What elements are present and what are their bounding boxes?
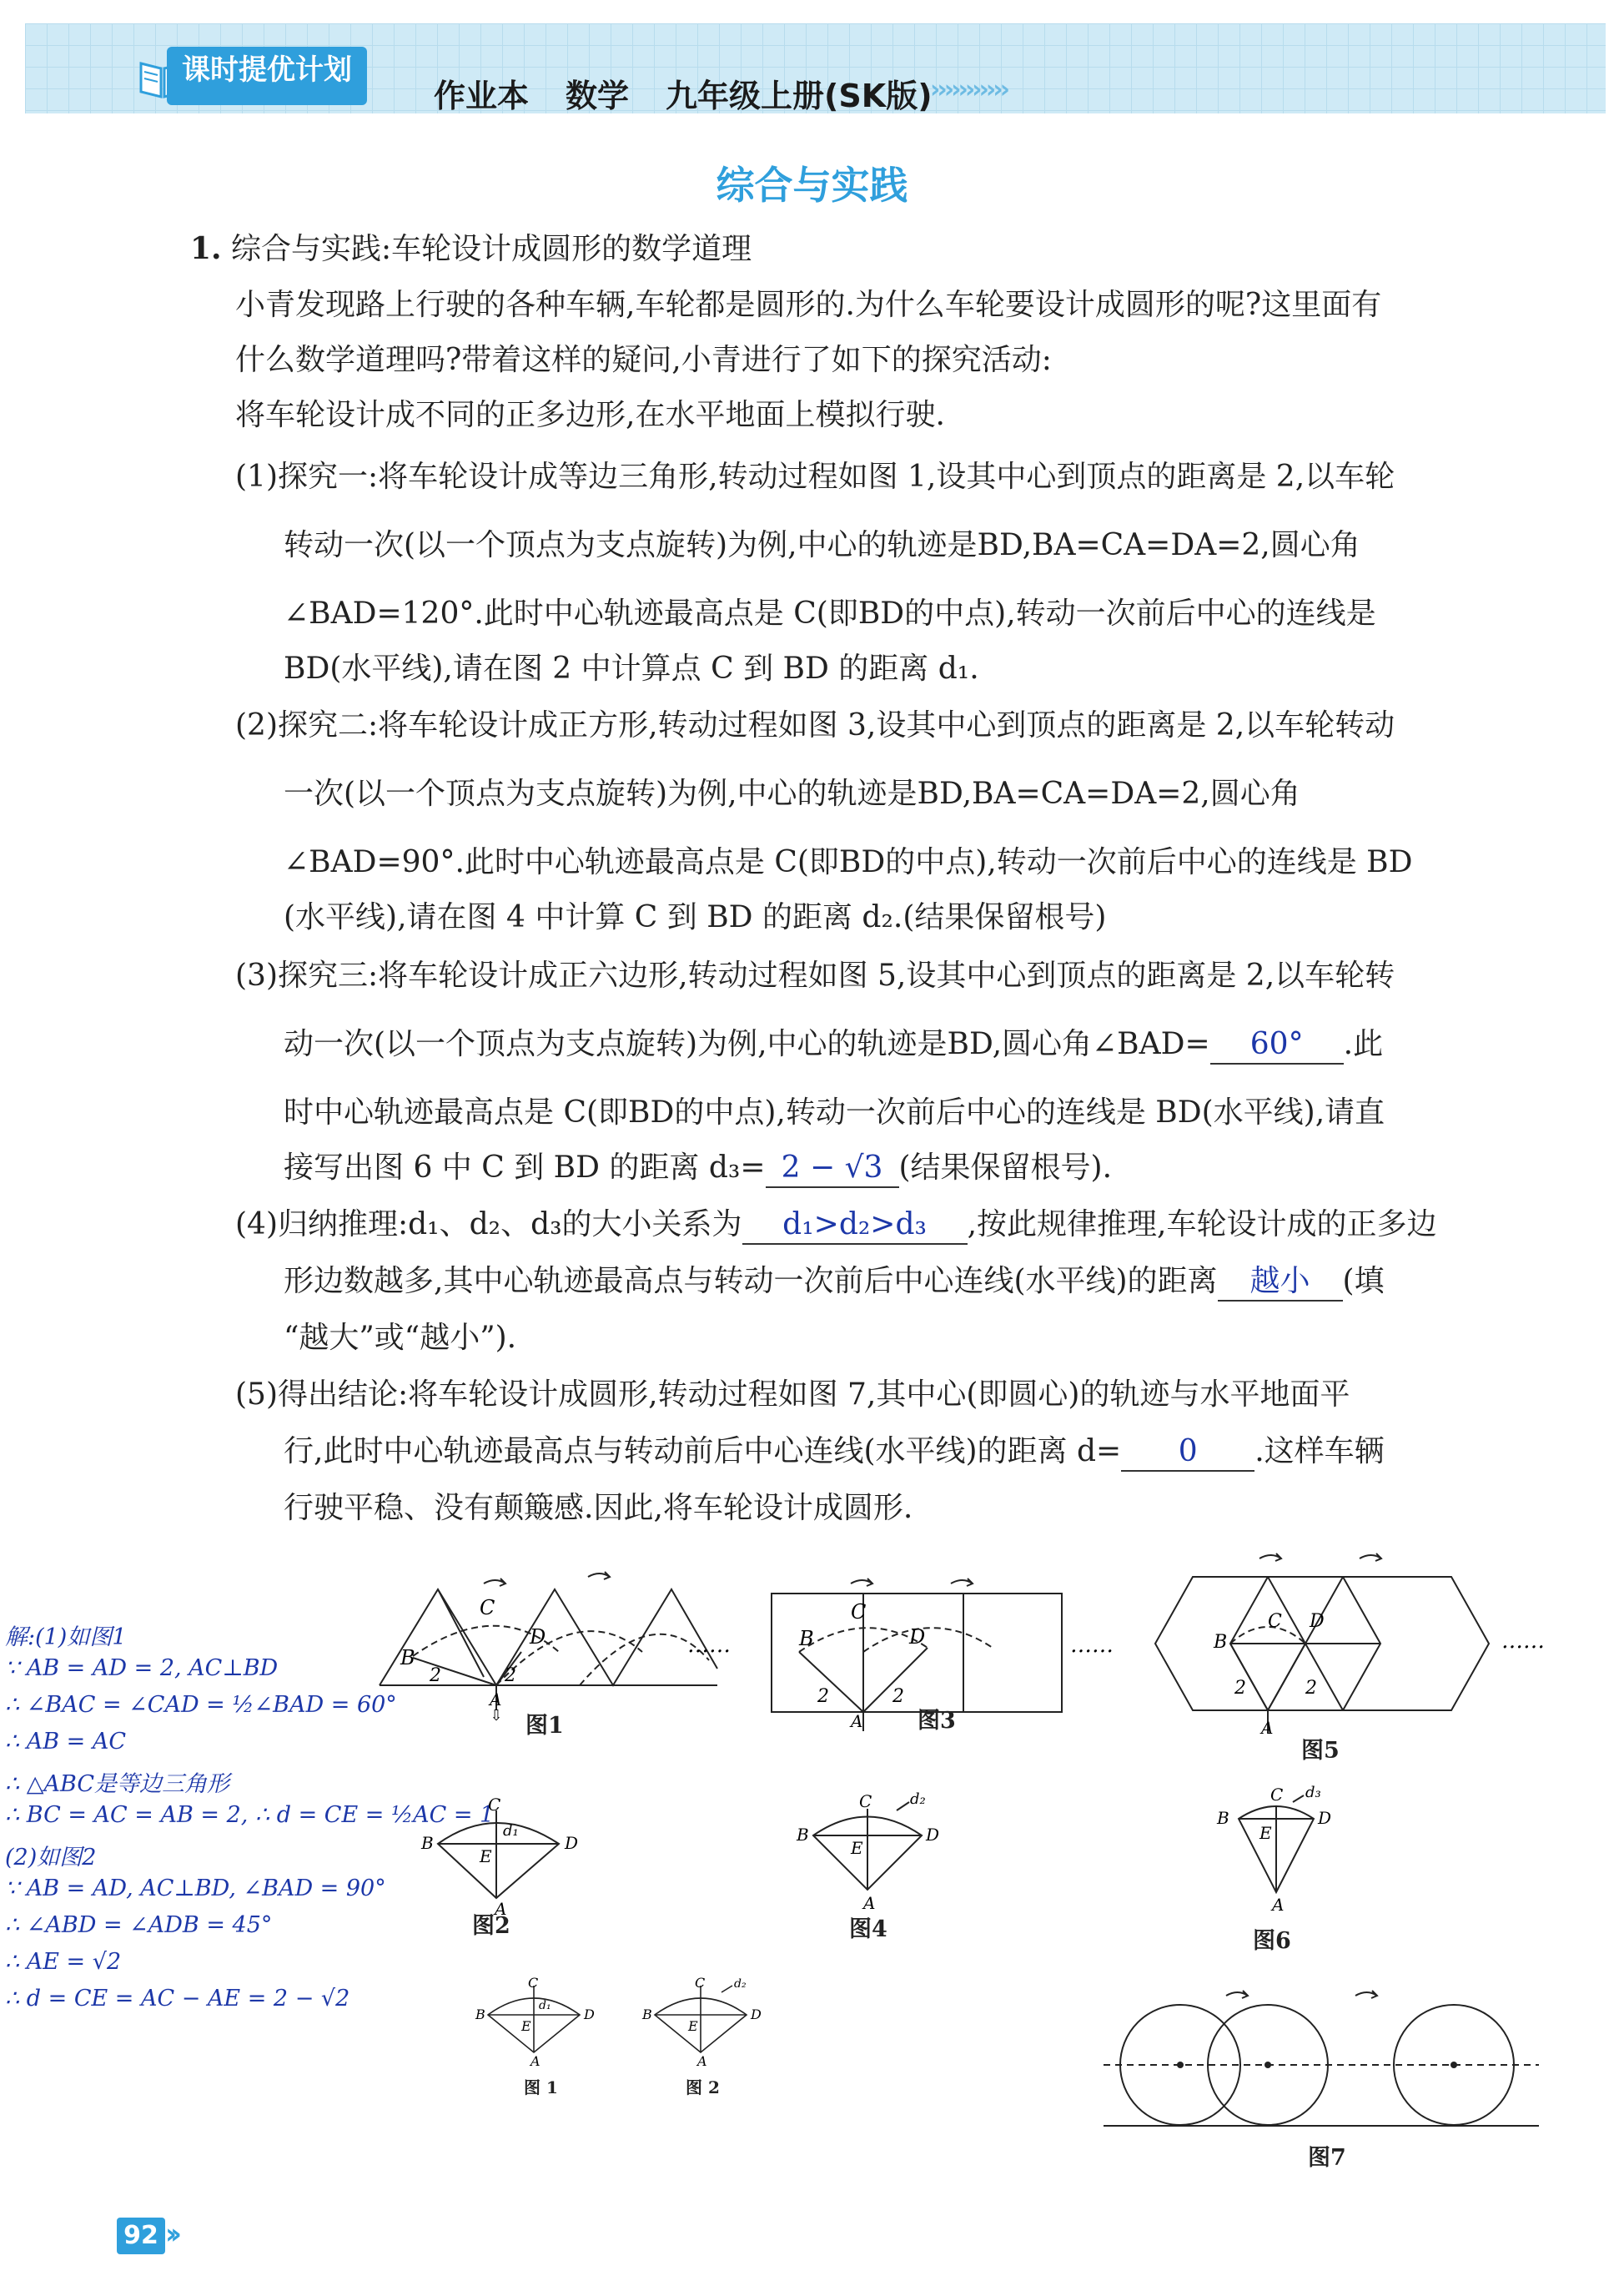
solution-fig2-caption: 图 2 bbox=[686, 2077, 720, 2097]
problem-number: 1. bbox=[190, 231, 222, 266]
part1-line-1: (1)探究一:将车轮设计成等边三角形,转动过程如图 1,设其中心到顶点的距离是 2,以车轮 bbox=[235, 460, 1395, 494]
fig2-label-d: D bbox=[565, 1833, 579, 1853]
fig6-label-d: D bbox=[1318, 1808, 1332, 1828]
fig6-caption: 图6 bbox=[1253, 1928, 1291, 1954]
grade: 九年级上册(SK版) bbox=[666, 78, 933, 114]
fig2-label-d1: d₁ bbox=[503, 1822, 519, 1840]
fig6-label-d3: d₃ bbox=[1305, 1784, 1321, 1801]
fig6-label-e: E bbox=[1259, 1823, 1272, 1843]
figure-7 bbox=[1097, 1977, 1547, 2144]
problem-heading-text: 综合与实践:车轮设计成圆形的数学道理 bbox=[231, 232, 752, 266]
fig1-label-b: B bbox=[400, 1646, 415, 1669]
fig1-label-two-b: 2 bbox=[505, 1665, 516, 1686]
intro-line-1: 小青发现路上行驶的各种车辆,车轮都是圆形的.为什么车轮要设计成圆形的呢?这里面有 bbox=[235, 288, 1382, 322]
fig4-label-d2: d₂ bbox=[910, 1790, 926, 1808]
page-chevron-icon: ›› bbox=[165, 2218, 176, 2251]
part2-line-2: 一次(以一个顶点为支点旋转)为例,中心的轨迹是BD,BA=CA=DA=2,圆心角 bbox=[284, 777, 1300, 811]
sfig1-label-d1: d₁ bbox=[539, 1999, 551, 2012]
fig2-label-e: E bbox=[480, 1846, 492, 1866]
fig1-caption: 图1 bbox=[525, 1713, 564, 1739]
part4-line-3: “越大”或“越小”). bbox=[284, 1321, 517, 1355]
sfig2-label-d: D bbox=[751, 2006, 762, 2022]
part4-line-2 bbox=[284, 1263, 1385, 1302]
fig2-label-b: B bbox=[421, 1833, 434, 1853]
subject: 数学 bbox=[566, 78, 630, 114]
fig5-label-a: A bbox=[1261, 1718, 1274, 1738]
fig7-caption: 图7 bbox=[1308, 2145, 1346, 2171]
part4-text-end: ,按此规律推理,车轮设计成的正多边 bbox=[967, 1207, 1437, 1241]
sfig2-label-c: C bbox=[695, 1975, 706, 1991]
part3-line-2 bbox=[284, 1026, 1383, 1065]
fig4-label-c: C bbox=[859, 1791, 872, 1811]
part5-text: 行,此时中心轨迹最高点与转动前后中心连线(水平线)的距离 d= bbox=[284, 1434, 1122, 1468]
part2-line-1: (2)探究二:将车轮设计成正方形,转动过程如图 3,设其中心到顶点的距离是 2,以车轮转动 bbox=[235, 708, 1395, 743]
solution-fig1-caption: 图 1 bbox=[524, 2077, 558, 2097]
part5-text-end: .这样车辆 bbox=[1254, 1434, 1385, 1468]
fig3-label-two-b: 2 bbox=[892, 1686, 904, 1707]
fig1-label-a: A bbox=[490, 1689, 502, 1709]
page-number: 92 bbox=[117, 2218, 165, 2254]
part1-line-2: 转动一次(以一个顶点为支点旋转)为例,中心的轨迹是BD,BA=CA=DA=2,圆心角 bbox=[284, 528, 1360, 562]
sfig2-label-b: B bbox=[642, 2006, 652, 2022]
solution-line-11: ∴ d = CE = AC − AE = 2 − √2 bbox=[5, 1986, 350, 2012]
solution-figure-1 bbox=[475, 1977, 609, 2069]
brand-label: 课时提优计划 bbox=[167, 47, 367, 105]
solution-line-7: (2)如图2 bbox=[5, 1845, 97, 1871]
solution-figure-2 bbox=[642, 1977, 776, 2069]
answer-trend: 越小 bbox=[1218, 1263, 1343, 1302]
sfig1-label-a: A bbox=[530, 2053, 540, 2069]
intro-line-2: 什么数学道理吗?带着这样的疑问,小青进行了如下的探究活动: bbox=[235, 343, 1052, 377]
page-title: 综合与实践 bbox=[716, 163, 908, 208]
fig2-label-c: C bbox=[488, 1795, 501, 1815]
part3-text-end: .此 bbox=[1343, 1027, 1384, 1061]
sfig2-label-e: E bbox=[688, 2018, 698, 2034]
solution-line-3: ∴ ∠BAC = ∠CAD = ½∠BAD = 60° bbox=[5, 1692, 397, 1718]
fig4-label-e: E bbox=[851, 1838, 863, 1858]
part3-line-1: (3)探究三:将车轮设计成正六边形,转动过程如图 5,设其中心到顶点的距离是 2,以车轮转 bbox=[235, 959, 1395, 993]
part3-text: 动一次(以一个顶点为支点旋转)为例,中心的轨迹是BD,圆心角∠BAD= bbox=[284, 1027, 1210, 1061]
fig3-label-d: D bbox=[909, 1625, 926, 1649]
part1-line-3: ∠BAD=120°.此时中心轨迹最高点是 C(即BD的中点),转动一次前后中心的连线是 bbox=[284, 597, 1376, 631]
part3-text-d3-end: (结果保留根号). bbox=[898, 1151, 1113, 1185]
answer-d: 0 bbox=[1121, 1433, 1254, 1472]
fig3-label-a: A bbox=[851, 1711, 863, 1731]
solution-line-6: ∴ BC = AC = AB = 2, ∴ d = CE = ½AC = 1 bbox=[5, 1802, 495, 1828]
part3-text-d3: 接写出图 6 中 C 到 BD 的距离 d₃= bbox=[284, 1151, 766, 1185]
answer-angle: 60° bbox=[1210, 1026, 1344, 1065]
fig5-label-d: D bbox=[1310, 1611, 1325, 1632]
sfig2-label-d2: d₂ bbox=[734, 1977, 747, 1991]
fig5-label-c: C bbox=[1268, 1611, 1282, 1632]
fig2-label-a: A bbox=[495, 1899, 507, 1919]
sfig1-label-e: E bbox=[521, 2018, 531, 2034]
problem-heading bbox=[190, 230, 752, 268]
fig1-label-d: D bbox=[530, 1625, 546, 1649]
fig1-label-two: 2 bbox=[430, 1665, 441, 1686]
part3-line-3: 时中心轨迹最高点是 C(即BD的中点),转动一次前后中心的连线是 BD(水平线),请直 bbox=[284, 1095, 1385, 1130]
solution-line-4: ∴ AB = AC bbox=[5, 1729, 127, 1755]
part3-line-4 bbox=[284, 1150, 1112, 1188]
fig5-label-two-b: 2 bbox=[1305, 1678, 1317, 1699]
solution-line-8: ∵ AB = AD, AC⊥BD, ∠BAD = 90° bbox=[5, 1876, 386, 1901]
fig5-caption: 图5 bbox=[1301, 1738, 1340, 1764]
intro-line-3: 将车轮设计成不同的正多边形,在水平地面上模拟行驶. bbox=[235, 398, 945, 432]
part2-line-4: (水平线),请在图 4 中计算 C 到 BD 的距离 d₂.(结果保留根号) bbox=[284, 900, 1107, 934]
figure-4 bbox=[797, 1785, 963, 1919]
part4-text-2: 形边数越多,其中心轨迹最高点与转动一次前后中心连线(水平线)的距离 bbox=[284, 1264, 1218, 1298]
part5-line-3: 行驶平稳、没有颠簸感.因此,将车轮设计成圆形. bbox=[284, 1491, 913, 1525]
header-info bbox=[434, 70, 969, 116]
fig4-label-d: D bbox=[926, 1825, 940, 1845]
part4-line-1 bbox=[235, 1206, 1436, 1245]
fig6-label-a: A bbox=[1272, 1895, 1285, 1915]
solution-line-5: ∴ △ABC是等边三角形 bbox=[5, 1771, 230, 1797]
fig3-label-two: 2 bbox=[817, 1686, 829, 1707]
sfig2-label-a: A bbox=[697, 2053, 707, 2069]
sfig1-label-b: B bbox=[475, 2006, 485, 2022]
figure-2 bbox=[421, 1794, 588, 1919]
fig3-dots: …… bbox=[1070, 1633, 1114, 1658]
sfig1-label-c: C bbox=[528, 1975, 539, 1991]
fig3-label-c: C bbox=[851, 1600, 867, 1624]
answer-relation: d₁>d₂>d₃ bbox=[742, 1206, 968, 1245]
fig3-label-b: B bbox=[799, 1627, 814, 1650]
part2-line-3: ∠BAD=90°.此时中心轨迹最高点是 C(即BD的中点),转动一次前后中心的连线是 BD bbox=[284, 845, 1413, 879]
part5-line-2 bbox=[284, 1433, 1385, 1472]
solution-line-10: ∴ AE = √2 bbox=[5, 1949, 122, 1975]
figure-6 bbox=[1214, 1777, 1380, 1919]
fig1-arrow: ⇩ bbox=[490, 1707, 503, 1725]
header-chevrons: ››››››››››› bbox=[930, 75, 1007, 104]
book-type: 作业本 bbox=[434, 78, 530, 114]
fig3-caption: 图3 bbox=[918, 1708, 956, 1734]
fig1-label-c: C bbox=[480, 1596, 495, 1619]
fig5-label-b: B bbox=[1214, 1632, 1228, 1653]
part4-text: (4)归纳推理:d₁、d₂、d₃的大小关系为 bbox=[235, 1207, 742, 1241]
fig2-caption: 图2 bbox=[472, 1913, 510, 1939]
fig5-dots: …… bbox=[1501, 1629, 1545, 1654]
fig5-label-two: 2 bbox=[1234, 1678, 1246, 1699]
solution-line-9: ∴ ∠ABD = ∠ADB = 45° bbox=[5, 1912, 273, 1938]
answer-d3: 2 − √3 bbox=[766, 1150, 899, 1188]
fig6-label-c: C bbox=[1270, 1785, 1284, 1805]
figure-5 bbox=[1151, 1543, 1585, 1760]
fig1-dots: …… bbox=[687, 1633, 731, 1658]
part4-text-2-end: (填 bbox=[1342, 1264, 1385, 1298]
fig4-caption: 图4 bbox=[849, 1916, 887, 1942]
fig6-label-b: B bbox=[1217, 1808, 1229, 1828]
part5-line-1: (5)得出结论:将车轮设计成圆形,转动过程如图 7,其中心(即圆心)的轨迹与水平地面平 bbox=[235, 1377, 1350, 1412]
sfig1-label-d: D bbox=[584, 2006, 595, 2022]
solution-line-1: 解:(1)如图1 bbox=[5, 1624, 127, 1650]
solution-line-2: ∵ AB = AD = 2, AC⊥BD bbox=[5, 1655, 279, 1681]
part1-line-4: BD(水平线),请在图 2 中计算点 C 到 BD 的距离 d₁. bbox=[284, 652, 979, 686]
fig4-label-a: A bbox=[863, 1893, 876, 1913]
fig4-label-b: B bbox=[797, 1825, 809, 1845]
